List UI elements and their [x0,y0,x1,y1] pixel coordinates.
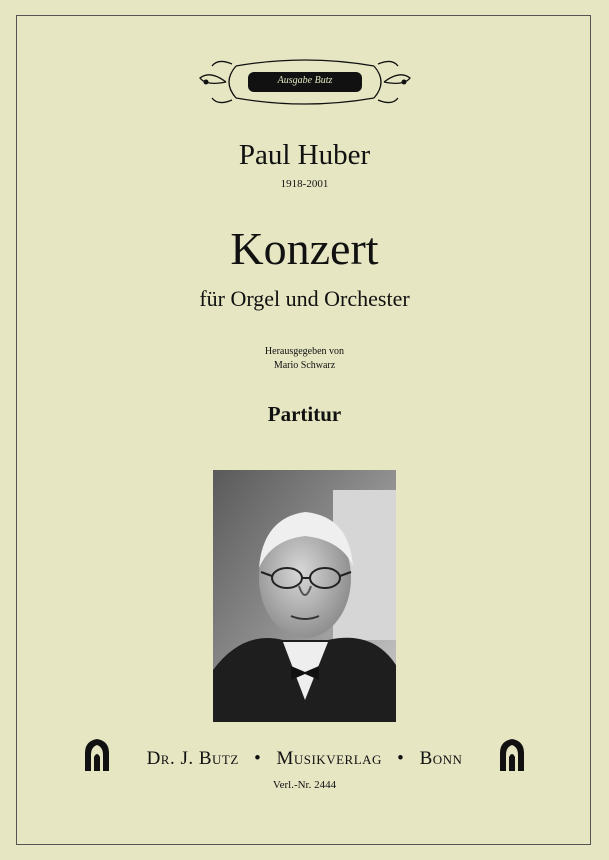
catalog-number: Verl.-Nr. 2444 [272,779,337,791]
publisher-name: Dr. J. Butz [146,748,239,769]
editor-name: Mario Schwarz [273,360,336,371]
publisher-separator: • [254,748,262,769]
publisher-line [0,748,609,770]
publisher-city: Bonn [419,748,463,769]
portrait-photo-icon [213,470,396,722]
publisher-type: Musikverlag [276,748,382,769]
composer-dates: 1918-2001 [280,178,329,190]
editor-label: Herausgegeben von [264,346,345,357]
ornament-text: Ausgabe Butz [277,75,333,86]
score-type: Partitur [267,402,342,426]
work-subtitle: für Orgel und Orchester [199,286,410,311]
publisher-separator: • [397,748,405,769]
ornament-cartouche [196,56,414,108]
work-title: Konzert [230,223,379,274]
composer-name: Paul Huber [238,139,371,171]
composer-photo [213,470,396,722]
